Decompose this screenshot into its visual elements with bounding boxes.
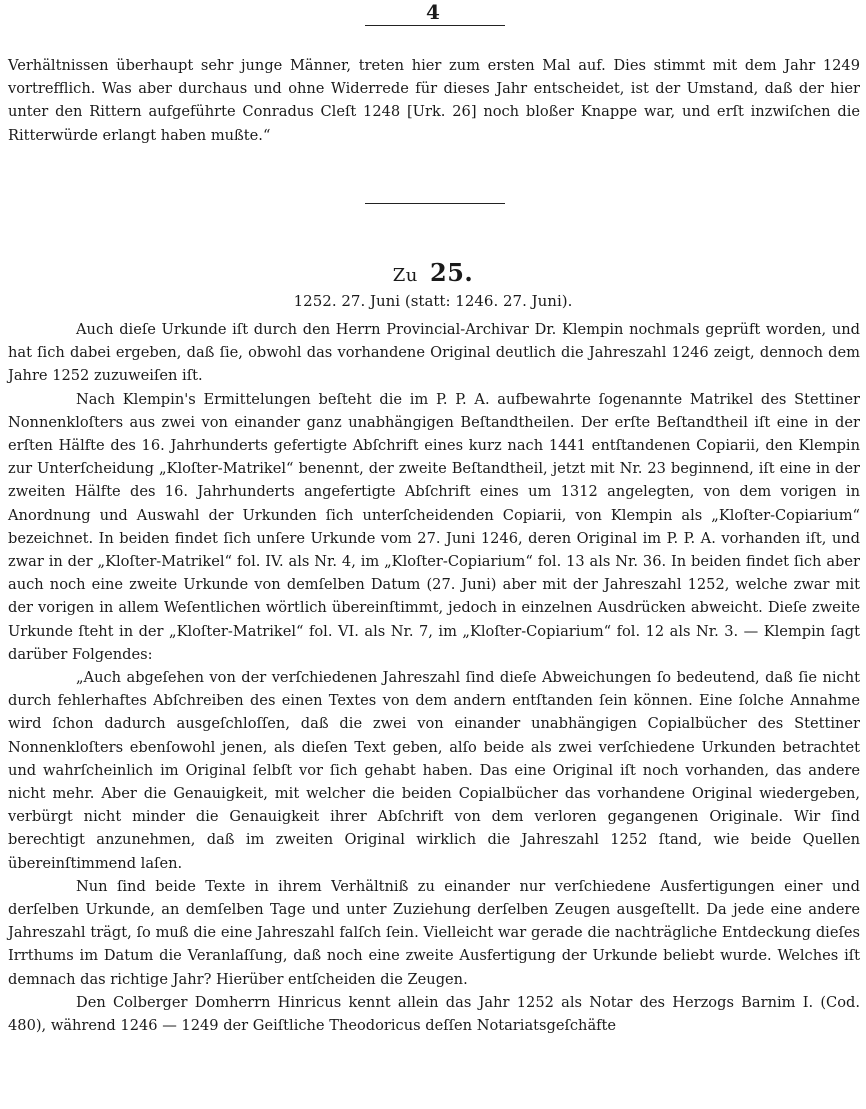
section-divider bbox=[365, 203, 505, 204]
section-date-line: 1252. 27. Juni (statt: 1246. 27. Juni). bbox=[293, 292, 573, 310]
top-divider bbox=[365, 25, 505, 26]
section-heading-number: 25. bbox=[430, 258, 474, 287]
section-body bbox=[8, 318, 860, 1037]
paragraph: Den Colberger Domherrn Hinricus kennt allein das Jahr 1252 als Notar des Herzogs Barnim I. (Cod. 480), während 1246 — 1249 der Geiſtliche Theodoricus deſſen Notariatsgeſchäfte bbox=[8, 993, 860, 1035]
section-heading-prefix: Zu bbox=[392, 265, 418, 286]
section-heading bbox=[0, 258, 866, 287]
page-number: 4 bbox=[426, 0, 440, 24]
paragraph: Nach Klempin's Ermittelungen beſteht die im P. P. A. aufbewahrte ſogenannte Matrikel des Stettiner Nonnenkloſters aus zwei von einander ganz unabhängigen Beſtandtheilen. Der erſte Beſtandtheil iſt eine in der erſten Hälfte des 16. Jahrhunderts gefertigte Abſchrift eines kurz nach 1441 entſtandenen Copiarii, den Klempin zur Unterſcheidung „Kloſter-Matrikel“ benennt, der zweite Beſtandtheil, jetzt mit Nr. 23 beginnend, iſt eine in der zweiten Hälfte des 16. Jahrhunderts angefertigte Abſchrift eines um 1312 angelegten, von dem vorigen in Anordnung und Auswahl der Urkunden ſich unterſcheidenden Copiarii, von Klempin als „Kloſter-Copiarium“ bezeichnet. In beiden findet ſich unſere Urkunde vom 27. Juni 1246, deren Original im P. P. A. vorhanden iſt, und zwar in der „Kloſter-Matrikel“ fol. IV. als Nr. 4, im „Kloſter-Copiarium“ fol. 13 als Nr. 36. In beiden findet ſich aber auch noch eine zweite Urkunde von demſelben Datum (27. Juni) aber mit der Jahreszahl 1252, welche zwar mit der vorigen in allem Weſentlichen wörtlich übereinſtimmt, jedoch in einzelnen Ausdrücken abweicht. Dieſe zweite Urkunde ſteht in der „Kloſter-Matrikel“ fol. VI. als Nr. 7, im „Kloſter-Copiarium“ fol. 12 als Nr. 3. — Klempin ſagt darüber Folgendes: bbox=[8, 390, 860, 663]
paragraph: Nun ſind beide Texte in ihrem Verhältniß zu einander nur verſchiedene Ausfertigungen einer und derſelben Urkunde, an demſelben Tage und unter Zuziehung derſelben Zeugen ausgeſtellt. Da jede eine andere Jahreszahl trägt, ſo muß die eine Jahreszahl falſch ſein. Vielleicht war gerade die nachträgliche Entdeckung dieſes Irrthums im Datum die Veranlaſſung, daß noch eine zweite Ausfertigung der Urkunde beliebt wurde. Welches iſt demnach das richtige Jahr? Hierüber entſcheiden die Zeugen. bbox=[8, 877, 860, 988]
paragraph: Auch dieſe Urkunde iſt durch den Herrn Provincial-Archivar Dr. Klempin nochmals geprüft worden, und hat ſich dabei ergeben, daß ſie, obwohl das vorhandene Original deutlich die Jahreszahl 1246 zeigt, dennoch dem Jahre 1252 zuzuweiſen iſt. bbox=[8, 321, 860, 385]
intro-paragraph: Verhältnissen überhaupt sehr junge Männer, treten hier zum ersten Mal auf. Dies stimmt mit dem Jahr 1249 vortrefflich. Was aber durchaus und ohne Widerrede für dieses Jahr entscheidet, ist der Umstand, daß der hier unter den Rittern aufgeführte Conradus Cleſt 1248 [Urk. 26] noch bloßer Knappe war, und erſt inzwiſchen die Ritterwürde erlangt haben mußte.“ bbox=[8, 57, 860, 144]
quoted-paragraph: „Auch abgeſehen von der verſchiedenen Jahreszahl ſind dieſe Abweichungen ſo bedeutend, daß ſie nicht durch fehlerhaftes Abſchreiben des einen Textes von dem andern entſtanden ſein können. Eine ſolche Annahme wird ſchon dadurch ausgeſchloſſen, daß die zwei von einander unabhängigen Copialbücher des Stettiner Nonnenkloſters ebenſowohl jenen, als dieſen Text geben, alſo beide als zwei verſchiedene Urkunden betrachtet und wahrſcheinlich im Original ſelbſt vor ſich gehabt haben. Das eine Original iſt noch vorhanden, das andere nicht mehr. Aber die Genauigkeit, mit welcher die beiden Copialbücher das vorhandene Original wiedergeben, verbürgt nicht minder die Genauigkeit ihrer Abſchrift von dem verloren gegangenen Originale. Wir ſind berechtigt anzunehmen, daß im zweiten Original wirklich die Jahreszahl 1252 ſtand, wie beide Quellen übereinſtimmend laſen. bbox=[8, 669, 860, 872]
